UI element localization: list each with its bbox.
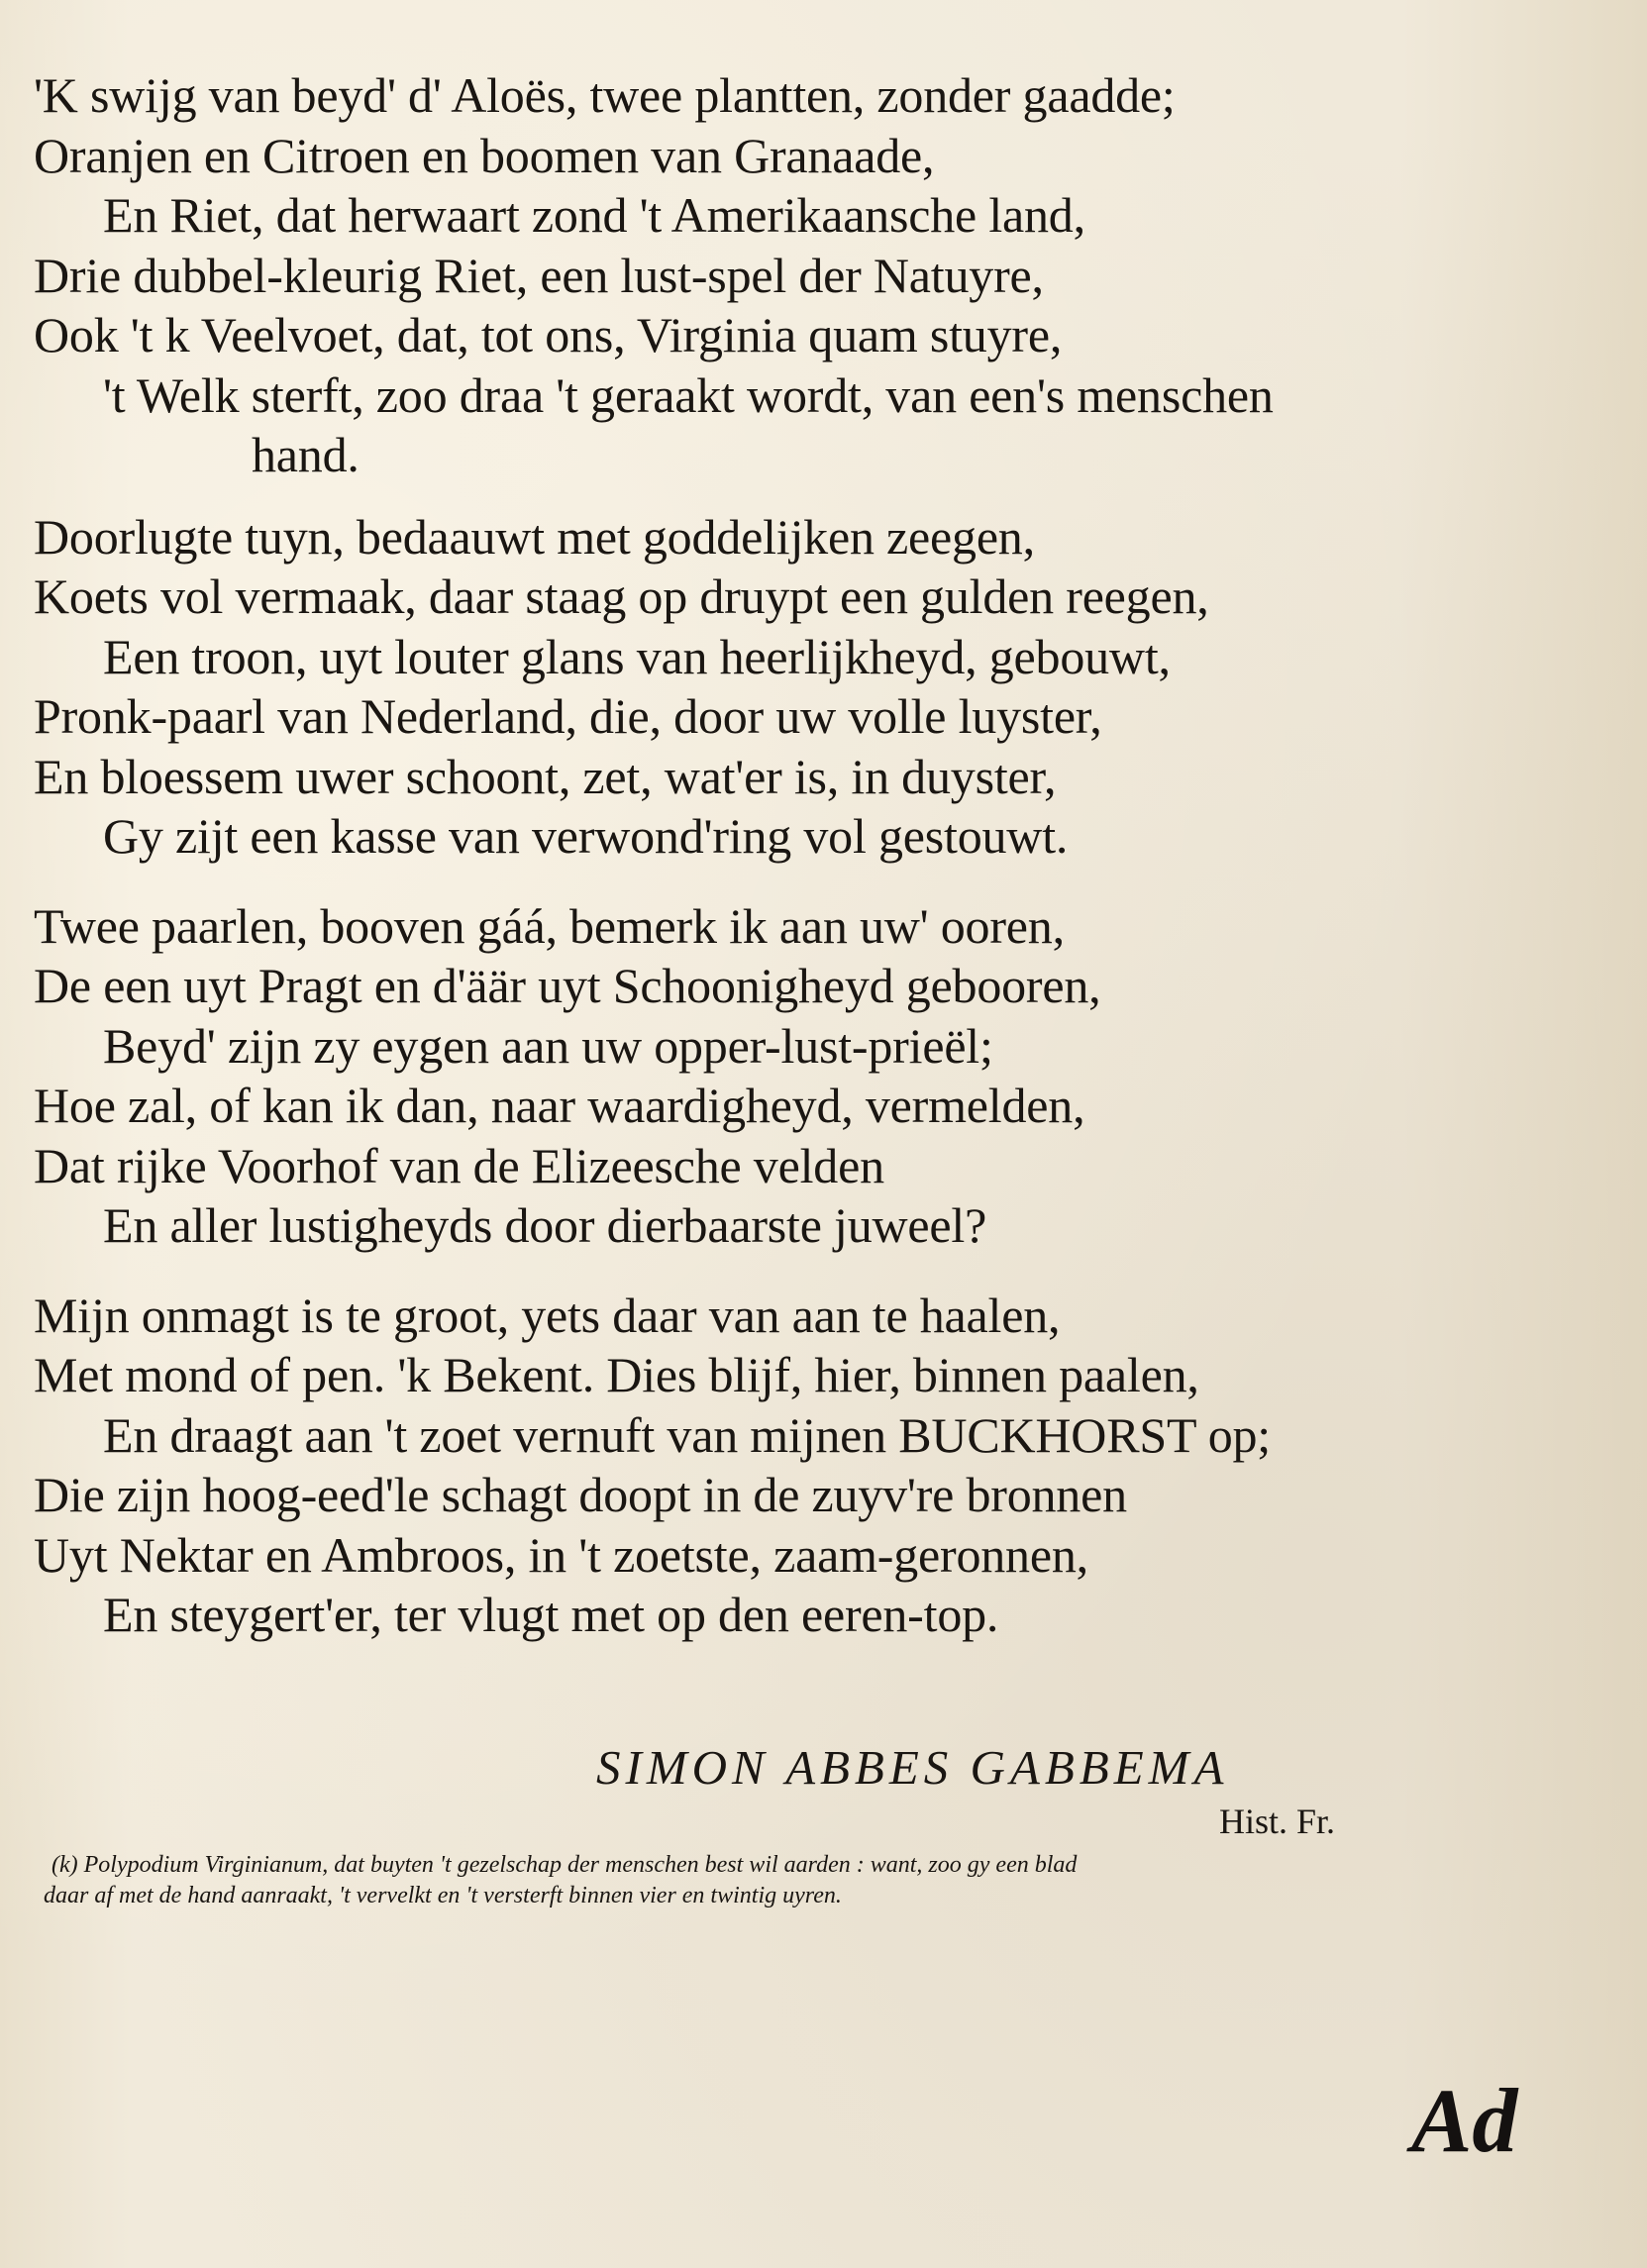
verse-line: 'K swijg van beyd' d' Aloës, twee plantten, zonder gaadde; — [34, 67, 1176, 123]
footnote-line: daar af met de hand aanraakt, 't vervelkt en 't versterft binnen vier en twintig uyren. — [44, 1883, 842, 1908]
verse-line: Uyt Nektar en Ambroos, in 't zoetste, zaam-geronnen, — [34, 1526, 1088, 1583]
footnote — [44, 1850, 1569, 1911]
catchword: Ad — [1411, 2070, 1518, 2171]
author-title: Hist. Fr. — [1219, 1802, 1336, 1841]
verse-line: Beyd' zijn zy eygen aan uw opper-lust-prieël; — [103, 1017, 993, 1074]
verse-line: Koets vol vermaak, daar staag op druypt een gulden reegen, — [34, 568, 1209, 624]
verse-line: Twee paarlen, booven gáá, bemerk ik aan uw' ooren, — [34, 897, 1065, 954]
stanza-1 — [34, 65, 1559, 485]
stanza-4 — [34, 1286, 1559, 1645]
verse-line: Mijn onmagt is te groot, yets daar van aan te haalen, — [34, 1287, 1061, 1343]
author-signature: SIMON ABBES GABBEMA — [596, 1740, 1229, 1795]
verse-line: 't Welk sterft, zoo draa 't geraakt wordt, van een's menschen — [103, 366, 1274, 423]
verse-line: En draagt aan 't zoet vernuft van mijnen BUCKHORST op; — [103, 1406, 1271, 1463]
verse-line: hand. — [252, 427, 360, 482]
verse-line: Hoe zal, of kan ik dan, naar waardigheyd, vermelden, — [34, 1078, 1085, 1133]
verse-line: Drie dubbel-kleurig Riet, een lust-spel der Natuyre, — [34, 247, 1044, 303]
footnote-line: (k) Polypodium Virginianum, dat buyten 't gezelschap der menschen best wil aarden : want, zoo gy een blad — [51, 1852, 1078, 1878]
verse-line: Die zijn hoog-eed'le schagt doopt in de zuyv're bronnen — [34, 1467, 1127, 1522]
stanza-3 — [34, 896, 1559, 1256]
verse-line: En steygert'er, ter vlugt met op den eeren-top. — [103, 1587, 999, 1642]
verse-line: Met mond of pen. 'k Bekent. Dies blijf, hier, binnen paalen, — [34, 1347, 1199, 1402]
poem-body — [34, 65, 1559, 1675]
verse-line: Doorlugte tuyn, bedaauwt met goddelijken zeegen, — [34, 508, 1035, 565]
verse-line: Oranjen en Citroen en boomen van Granaade, — [34, 127, 935, 183]
verse-line: Dat rijke Voorhof van de Elizeesche velden — [34, 1137, 884, 1193]
verse-line: En aller lustigheyds door dierbaarste juweel? — [103, 1197, 987, 1253]
verse-line: Een troon, uyt louter glans van heerlijkheyd, gebouwt, — [103, 628, 1171, 684]
verse-line: Ook 't k Veelvoet, dat, tot ons, Virginia quam stuyre, — [34, 307, 1063, 362]
verse-line: Pronk-paarl van Nederland, die, door uw volle luyster, — [34, 688, 1102, 744]
verse-line: De een uyt Pragt en d'äär uyt Schoonigheyd gebooren, — [34, 958, 1101, 1013]
stanza-2 — [34, 507, 1559, 867]
verse-line: En bloessem uwer schoont, zet, wat'er is, in duyster, — [34, 748, 1057, 804]
verse-line: Gy zijt een kasse van verwond'ring vol gestouwt. — [103, 808, 1069, 864]
verse-line: En Riet, dat herwaart zond 't Amerikaansche land, — [103, 187, 1085, 243]
show-through-footnotes — [40, 1936, 1604, 1969]
